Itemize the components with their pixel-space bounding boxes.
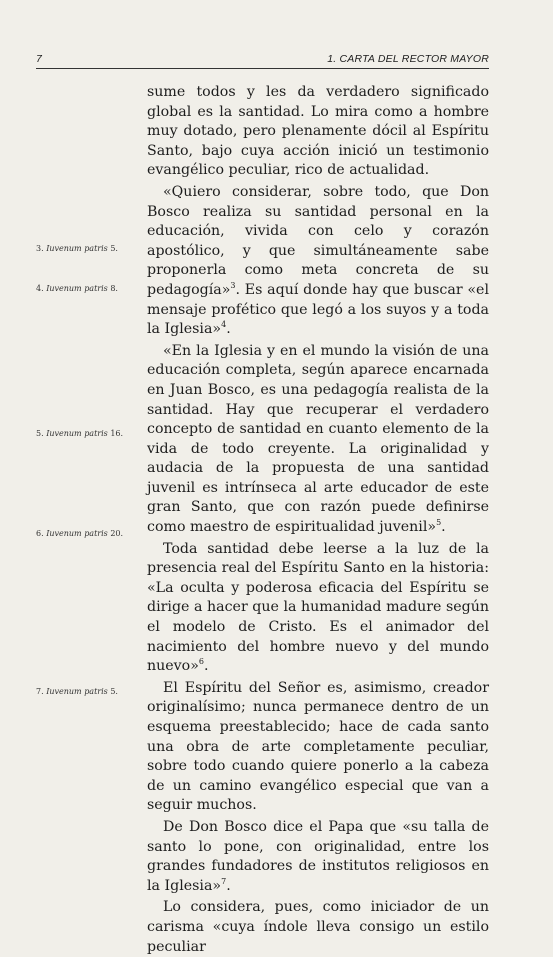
margin-note-6: 6. Iuvenum patris 20. [36,529,124,538]
margin-note-5: 5. Iuvenum patris 16. [36,429,124,438]
footnote-ref-3[interactable]: 3 [230,280,236,290]
footnote-ref-6[interactable]: 6 [198,657,205,667]
footnote-ref-7[interactable]: 7 [221,876,227,886]
paragraph-3: «En la Iglesia y en el mundo la visión de una educación completa, según aparece encarnada en Juan Bosco, es una pedagogía realista de la santidad. Hay que recuperar el verdadero concepto de santidad en cuanto elemento de la vida de todo creyente. La originalidad y audacia de la propuesta de una santidad juvenil es intrínseca al arte educador de este gran Santo, que con razón puede definirse como maestro de espiritualidad juvenil»$^5$. [147,342,489,536]
running-title: 1. CARTA DEL RECTOR MAYOR [327,53,489,65]
footnote-ref-5[interactable]: 5 [436,518,442,528]
footnote-ref-4[interactable]: 4 [221,320,227,330]
paragraph-4: Toda santidad debe leerse a la luz de la presencia real del Espíritu Santo en la historia: «La oculta y poderosa eficacia del Espíritu se dirige a hacer que la humanidad madure según el modelo de Cristo. Es el animador del nacimiento del hombre nuevo y del mundo nuevo»$^6$. [147,540,489,675]
margin-note-7: 7. Iuvenum patris 5. [36,687,118,696]
margin-note-4: 4. Iuvenum patris 8. [36,284,118,293]
body-text [147,83,489,957]
page-header [36,52,489,68]
paragraph-5: El Espíritu del Señor es, asimismo, creador originalísimo; nunca permanece dentro de un esquema preestablecido; hace de cada santo una obra de arte completamente peculiar, sobre todo cuando quiere ponerlo a la cabeza de un camino evangélico especial que van a seguir muchos. [147,679,489,814]
margin-note-3: 3. Iuvenum patris 5. [36,244,118,253]
paragraph-1: sume todos y les da verdadero significado global es la santidad. Lo mira como a hombre muy dotado, pero plenamente dócil al Espíritu Santo, bajo cuya acción inició un testimonio evangélico peculiar, rico de actualidad. [147,84,489,179]
paragraph-6: De Don Bosco dice el Papa que «su talla de santo lo pone, con originalidad, entre los grandes fundadores de institutos religiosos en la Iglesia»$^7$. [147,818,489,894]
page-number: 7 [36,53,42,65]
paragraph-2: «Quiero considerar, sobre todo, que Don Bosco realiza su santidad personal en la educación, vivida con celo y corazón apostólico, y que simultáneamente sabe proponerla como meta concreta de su pedagogía»$^3$. Es aquí donde hay que buscar «el mensaje profético que legó a los suyos y a toda la Iglesia»$^4$. [147,183,489,338]
header-rule [36,68,489,69]
paragraph-7: Lo considera, pues, como iniciador de un carisma «cuya índole lleva consigo un estilo peculiar [147,899,489,955]
